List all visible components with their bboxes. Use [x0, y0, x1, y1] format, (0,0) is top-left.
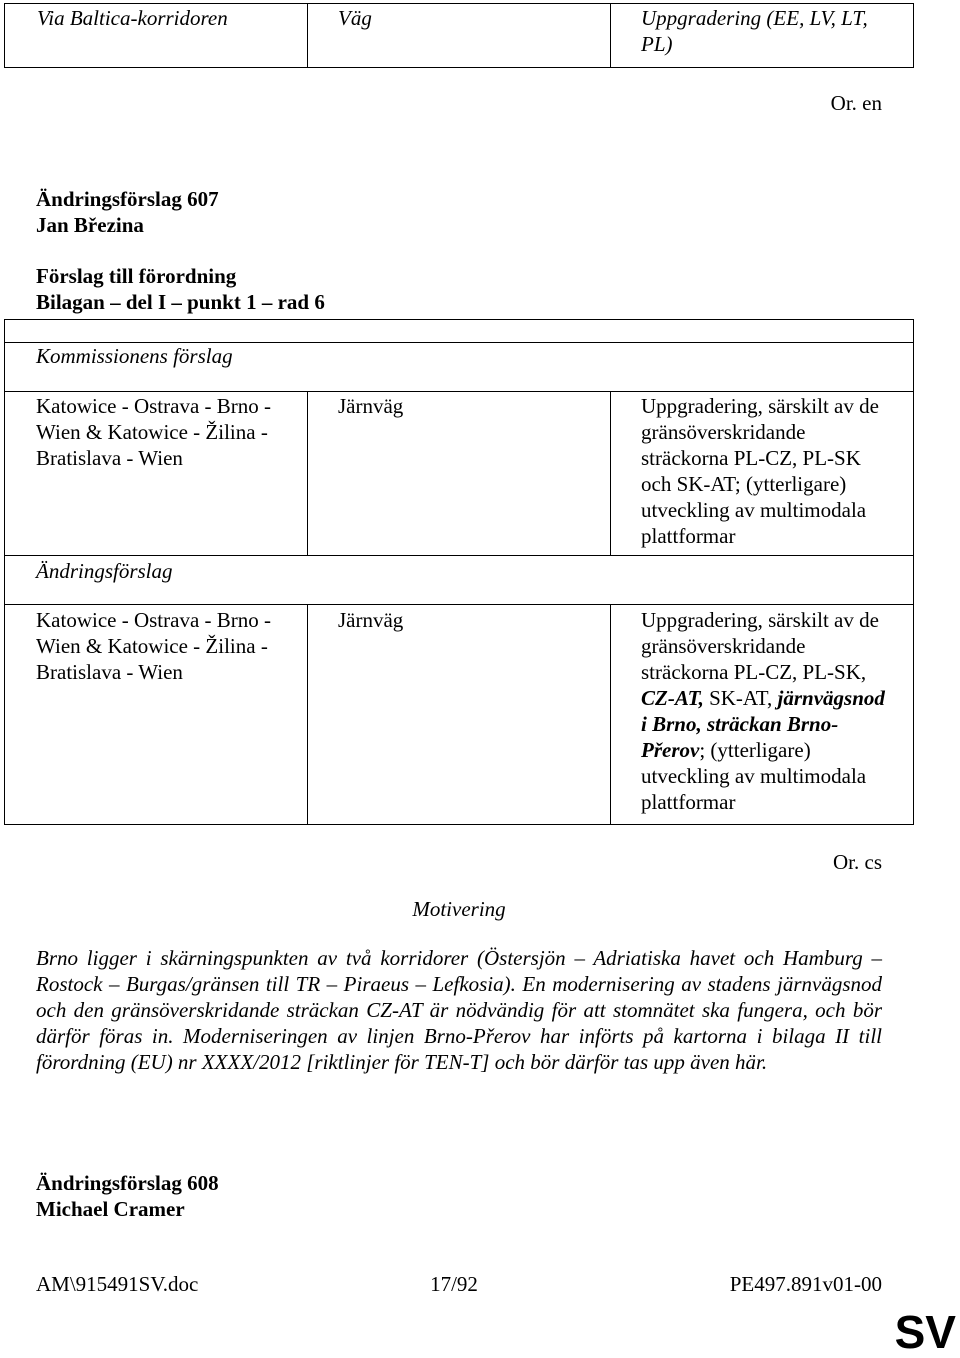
original-language-cs: Or. cs: [833, 850, 882, 874]
footer-pe-ref: PE497.891v01-00: [729, 1272, 882, 1296]
footer-doc-ref: AM\915491SV.doc: [36, 1272, 199, 1296]
amendment-number: Ändringsförslag 607: [36, 187, 219, 211]
transport-mode: Väg: [338, 6, 372, 30]
amendment-desc-added-1: CZ-AT,: [641, 686, 704, 710]
justification-heading: Motivering: [412, 897, 506, 921]
original-language-en: Or. en: [830, 91, 882, 115]
amendment-608-author: Michael Cramer: [36, 1197, 185, 1221]
amendment-desc-added-2: järnvägsnod i Brno, sträckan Brno-Přerov: [641, 686, 885, 762]
commission-mode: Järnväg: [338, 394, 404, 418]
proposal-title: Förslag till förordning: [36, 264, 237, 288]
amendment-desc-text-1: Uppgradering, särskilt av de gränsöverskridande sträckorna PL-CZ, PL-SK,: [641, 608, 879, 684]
commission-description: Uppgradering, särskilt av de gränsöverskridande sträckorna PL-CZ, PL-SK och SK-AT; (ytterligare) utveckling av multimodala plattformar: [641, 394, 879, 548]
amendment-description: [641, 607, 886, 815]
action-text: Uppgradering (EE, LV, LT, PL): [641, 6, 868, 56]
language-badge: SV: [894, 1306, 956, 1358]
amendment-author: Jan Březina: [36, 213, 144, 237]
amendment-header: Ändringsförslag: [36, 559, 173, 583]
footer-page-number: 17/92: [430, 1272, 478, 1296]
proposal-reference: Bilagan – del I – punkt 1 – rad 6: [36, 290, 325, 314]
commission-route: Katowice - Ostrava - Brno - Wien & Katowice - Žilina - Bratislava - Wien: [36, 394, 271, 470]
amendment-desc-text-3: ; (ytterligare) utveckling av multimodala plattformar: [641, 738, 867, 814]
amendment-route: Katowice - Ostrava - Brno - Wien & Katowice - Žilina - Bratislava - Wien: [36, 608, 271, 684]
amendment-608-number: Ändringsförslag 608: [36, 1171, 219, 1195]
amendment-desc-text-2: SK-AT,: [703, 686, 778, 710]
commission-proposal-header: Kommissionens förslag: [36, 344, 233, 368]
justification-text: Brno ligger i skärningspunkten av två korridorer (Östersjön – Adriatiska havet och Hamburg – Rostock – Burgas/gränsen till TR – Piraeus – Lefkosia). En modernisering av stadens järnvägsnod och den gränsöverskridande sträckan CZ-AT är nödvändig för att stomnätet ska fungera, och bör därför föras in. Moderniseringen av linjen Brno-Přerov har införts på kartorna i bilaga II till förordning (EU) nr XXXX/2012 [riktlinjer för TEN-T] och bör därför tas upp även här.: [36, 946, 882, 1074]
corridor-name: Via Baltica-korridoren: [37, 6, 228, 30]
amendment-mode: Järnväg: [338, 608, 404, 632]
